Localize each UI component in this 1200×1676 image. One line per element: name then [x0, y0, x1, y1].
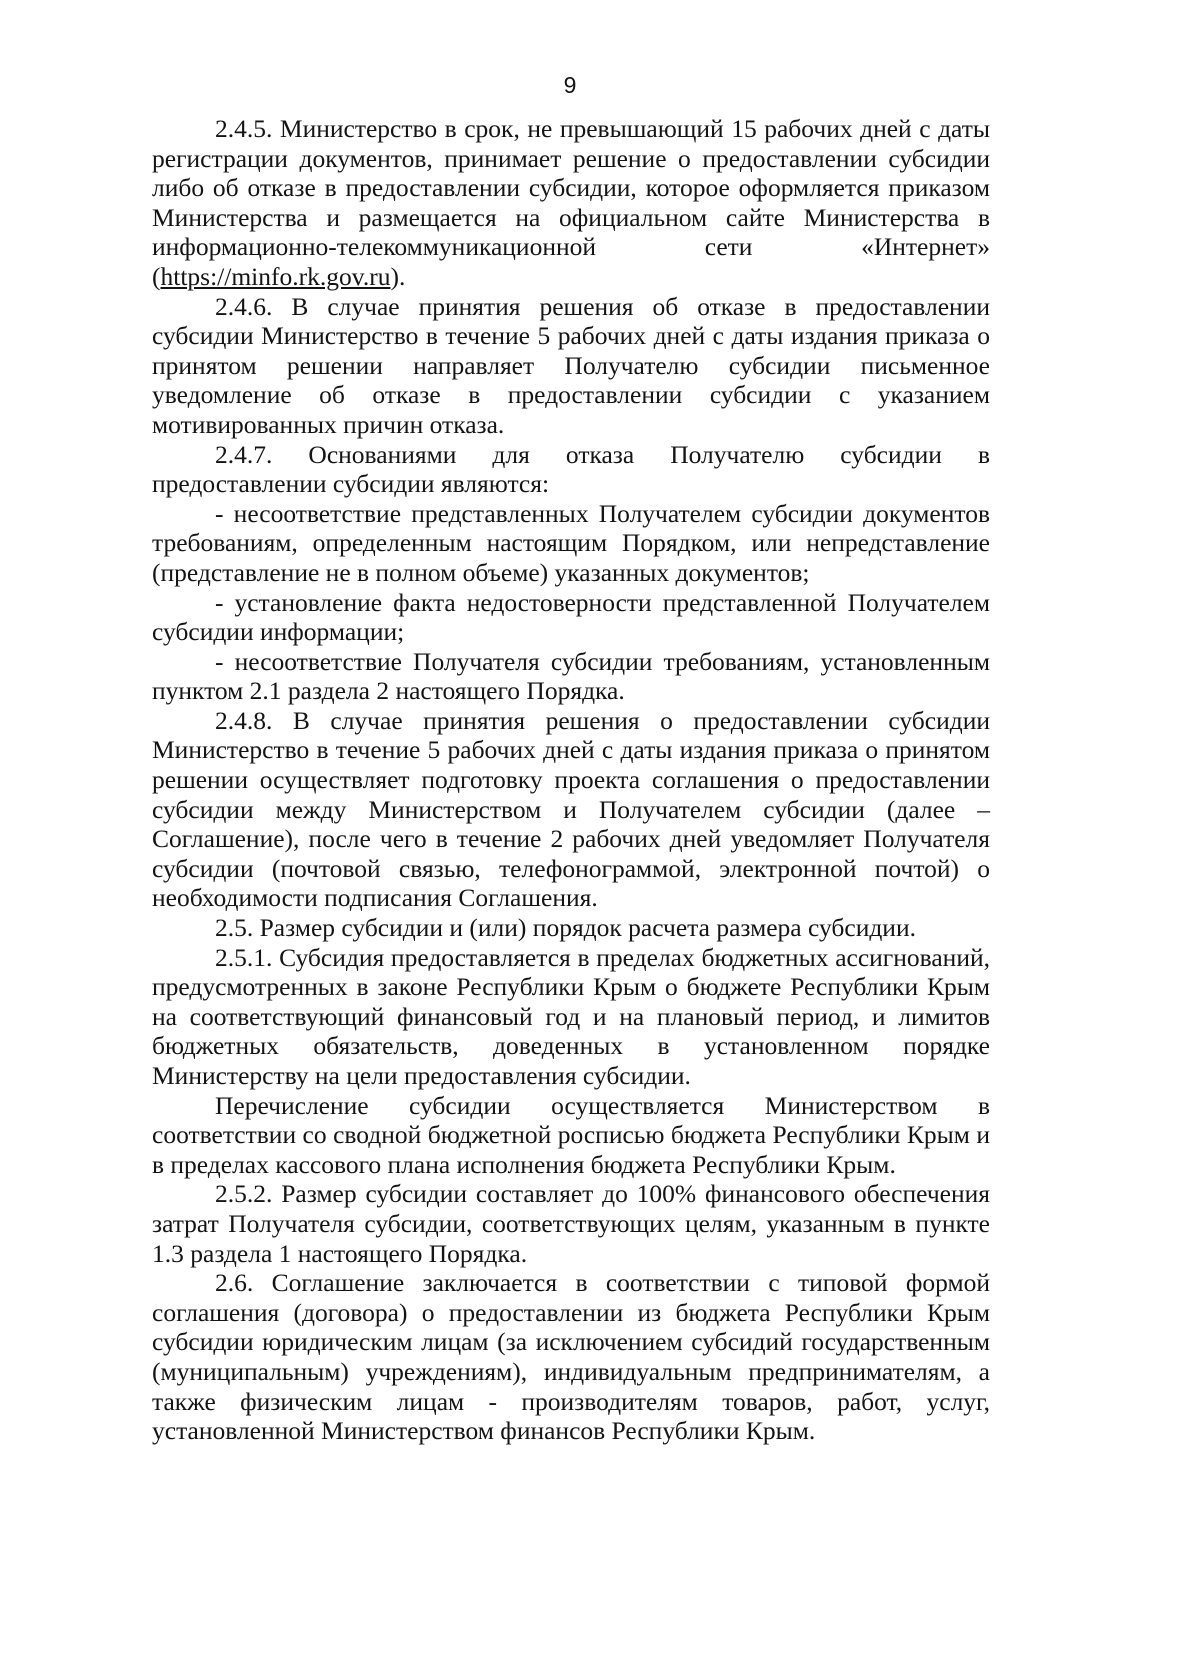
paragraph-2-4-6: 2.4.6. В случае принятия решения об отказе в предоставлении субсидии Министерство в течение 5 рабочих дней с даты издания приказа о принятом решении направляет Получателю субсидии письменное уведомление об отказе в предоставлении субсидии с указанием мотивированных причин отказа.	[152, 291, 990, 439]
page-number: 9	[563, 72, 577, 98]
paragraph-2-4-8: 2.4.8. В случае принятия решения о предоставлении субсидии Министерство в течение 5 рабочих дней с даты издания приказа о принятом решении осуществляет подготовку проекта соглашения о предоставлении субсидии между Министерством и Получателем субсидии (далее – Соглашение), после чего в течение 2 рабочих дней уведомляет Получателя субсидии (почтовой связью, телефонограммой, электронной почтой) о необходимости подписания Соглашения.	[152, 705, 990, 913]
list-item-refusal-ground-3: - несоответствие Получателя субсидии требованиям, установленным пунктом 2.1 раздела 2 настоящего Порядка.	[152, 646, 990, 706]
list-item-refusal-ground-2: - установление факта недостоверности представленной Получателем субсидии информации;	[152, 587, 990, 647]
paragraph-2-5-1: 2.5.1. Субсидия предоставляется в пределах бюджетных ассигнований, предусмотренных в законе Республики Крым о бюджете Республики Крым на соответствующий финансовый год и на плановый период, и лимитов бюджетных обязательств, доведенных в установленном порядке Министерству на цели предоставления субсидии.	[152, 942, 990, 1090]
paragraph-2-5: 2.5. Размер субсидии и (или) порядок расчета размера субсидии.	[215, 913, 916, 943]
paragraph-2-4-5-text: 2.4.5. Министерство в срок, не превышающий 15 рабочих дней с даты регистрации документов, принимает решение о предоставлении субсидии либо об отказе в предоставлении субсидии, которое оформляется приказом Министерства и размещается на официальном сайте Министерства в информационно-телекоммуникационной сети «Интернет» (	[152, 114, 990, 291]
paragraph-2-6: 2.6. Соглашение заключается в соответствии с типовой формой соглашения (договора) о предоставлении из бюджета Республики Крым субсидии юридическим лицам (за исключением субсидий государственным (муниципальным) учреждениям), индивидуальным предпринимателям, а также физическим лицам - производителям товаров, работ, услуг, установленной Министерством финансов Республики Крым.	[152, 1268, 990, 1446]
paragraph-2-4-5	[152, 114, 990, 292]
paragraph-2-4-5-tail: ).	[390, 261, 406, 291]
document-body	[152, 114, 990, 1446]
ministry-website-link[interactable]: https://minfo.rk.gov.ru	[160, 261, 391, 291]
paragraph-2-5-2: 2.5.2. Размер субсидии составляет до 100% финансового обеспечения затрат Получателя субсидии, соответствующих целям, указанным в пункте 1.3 раздела 1 настоящего Порядка.	[152, 1179, 990, 1268]
paragraph-2-5-1-transfer: Перечисление субсидии осуществляется Министерством в соответствии со сводной бюджетной росписью бюджета Республики Крым и в пределах кассового плана исполнения бюджета Республики Крым.	[152, 1090, 990, 1179]
paragraph-2-4-7: 2.4.7. Основаниями для отказа Получателю субсидии в предоставлении субсидии являются:	[152, 439, 990, 499]
list-item-refusal-ground-1: - несоответствие представленных Получателем субсидии документов требованиям, определенным настоящим Порядком, или непредставление (представление не в полном объеме) указанных документов;	[152, 498, 990, 587]
